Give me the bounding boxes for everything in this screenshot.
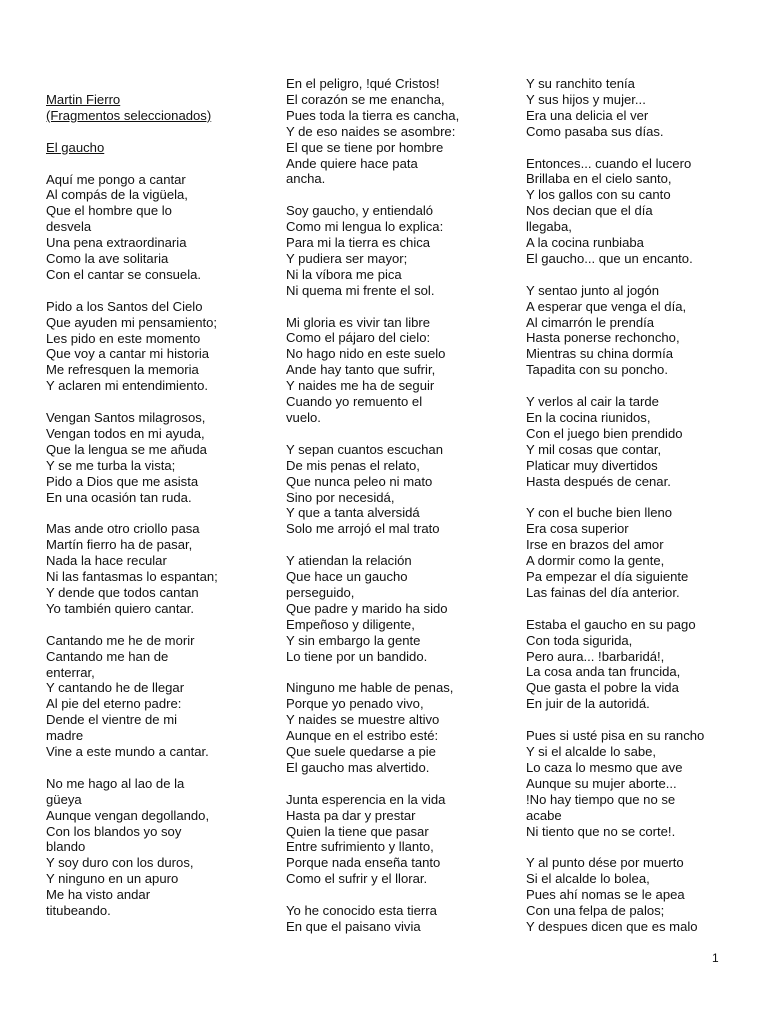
verse-line: Como mi lengua lo explica: <box>286 219 444 235</box>
stanza <box>286 203 511 298</box>
column-1 <box>46 92 266 935</box>
verse-line: madre <box>46 728 84 744</box>
stanza <box>286 553 511 664</box>
verse-line: Lo tiene por un bandido. <box>286 648 428 664</box>
verse-line: Yo también quiero cantar. <box>46 600 195 616</box>
verse-line: Y su ranchito tenía <box>526 76 635 91</box>
verse-line: Entre sufrimiento y llanto, <box>286 839 434 855</box>
verse-line: De mis penas el relato, <box>286 457 420 473</box>
stanza-list <box>46 172 266 920</box>
verse-line: Y sin embargo la gente <box>286 632 421 648</box>
verse-line: Al cimarrón le prendía <box>526 314 655 330</box>
verse-line: A la cocina runbiaba <box>526 235 644 251</box>
verse-line: Entonces... cuando el lucero <box>526 155 692 171</box>
verse-line: Y se me turba la vista; <box>46 457 176 473</box>
verse-line: Con los blandos yo soy <box>46 823 182 839</box>
verse-line: Las fainas del día anterior. <box>526 584 680 600</box>
verse-line: En la cocina riunidos, <box>526 409 651 425</box>
stanza-list <box>526 76 756 935</box>
verse-line: Porque yo penado vivo, <box>286 696 424 712</box>
verse-line: Que gasta el pobre la vida <box>526 680 679 696</box>
stanza <box>286 903 511 935</box>
verse-line: Pues toda la tierra es cancha, <box>286 107 460 123</box>
heading-spacer <box>46 124 266 140</box>
stanza <box>526 76 756 140</box>
verse-line: Lo caza lo mesmo que ave <box>526 759 683 775</box>
verse-line: Vengan todos en mi ayuda, <box>46 425 205 441</box>
stanza <box>526 156 756 267</box>
stanza <box>286 76 511 187</box>
verse-line: Era cosa superior <box>526 521 629 537</box>
verse-line: desvela <box>46 219 92 235</box>
verse-line: Que la lengua se me añuda <box>46 441 207 457</box>
verse-line: En que el paisano vivia <box>286 918 421 934</box>
stanza <box>46 299 266 394</box>
verse-line: Como la ave solitaria <box>46 251 169 267</box>
verse-line: Ninguno me hable de penas, <box>286 680 454 696</box>
verse-line: Mas ande otro criollo pasa <box>46 521 200 537</box>
verse-line: Solo me arrojó el mal trato <box>286 521 440 537</box>
verse-line: Y aclaren mi entendimiento. <box>46 378 209 394</box>
verse-line: No hago nido en este suelo <box>286 346 446 362</box>
verse-line: Y naides se muestre altivo <box>286 712 440 728</box>
verse-line: Que el hombre que lo <box>46 203 172 219</box>
verse-line: Y al punto dése por muerto <box>526 855 684 871</box>
section-title: El gaucho <box>46 139 105 155</box>
verse-line: Y sus hijos y mujer... <box>526 91 646 107</box>
verse-line: Y verlos al cair la tarde <box>526 394 659 410</box>
verse-line: Sino por necesidá, <box>286 489 395 505</box>
verse-line: Tapadita con su poncho. <box>526 362 668 378</box>
stanza <box>526 283 756 378</box>
verse-line: Una pena extraordinaria <box>46 235 187 251</box>
verse-line: blando <box>46 839 86 855</box>
verse-line: En una ocasión tan ruda. <box>46 489 192 505</box>
verse-line: Hasta pa dar y prestar <box>286 807 416 823</box>
verse-line: Brillaba en el cielo santo, <box>526 171 672 187</box>
verse-line: Porque nada enseña tanto <box>286 855 441 871</box>
verse-line: No me hago al lao de la <box>46 775 185 791</box>
verse-line: Les pido en este momento <box>46 330 201 346</box>
column-2 <box>286 76 511 951</box>
verse-line: El gaucho... que un encanto. <box>526 250 693 266</box>
verse-line: Que voy a cantar mi historia <box>46 346 210 362</box>
verse-line: Como el pájaro del cielo: <box>286 330 431 346</box>
verse-line: Yo he conocido esta tierra <box>286 903 437 919</box>
stanza <box>286 442 511 537</box>
stanza-list <box>286 76 511 935</box>
verse-line: Mi gloria es vivir tan libre <box>286 314 431 330</box>
verse-line: Para mi la tierra es chica <box>286 235 431 251</box>
verse-line: El que se tiene por hombre <box>286 139 444 155</box>
verse-line: Con una felpa de palos; <box>526 903 665 919</box>
verse-line: Estaba el gaucho en su pago <box>526 616 696 632</box>
verse-line: Que hace un gaucho <box>286 569 408 585</box>
verse-line: Cantando me han de <box>46 648 169 664</box>
stanza <box>286 792 511 887</box>
verse-line: Y ninguno en un apuro <box>46 871 179 887</box>
column-3 <box>526 76 756 951</box>
stanza <box>46 410 266 505</box>
heading-spacer <box>46 156 266 172</box>
stanza <box>46 172 266 283</box>
verse-line: En el peligro, !qué Cristos! <box>286 76 440 91</box>
verse-line: Aunque en el estribo esté: <box>286 728 439 744</box>
verse-line: Y cantando he de llegar <box>46 680 185 696</box>
verse-line: Era una delicia el ver <box>526 107 649 123</box>
verse-line: Aunque su mujer aborte... <box>526 775 677 791</box>
verse-line: Vengan Santos milagrosos, <box>46 410 206 426</box>
verse-line: Me refresquen la memoria <box>46 362 199 378</box>
verse-line: titubeando. <box>46 903 111 919</box>
verse-line: !No hay tiempo que no se <box>526 791 676 807</box>
verse-line: Aunque vengan degollando, <box>46 807 210 823</box>
verse-line: Pues ahí nomas se le apea <box>526 887 685 903</box>
stanza <box>526 728 756 839</box>
verse-line: Nada la hace recular <box>46 553 167 569</box>
verse-line: Y naides me ha de seguir <box>286 378 435 394</box>
verse-line: Vine a este mundo a cantar. <box>46 744 209 760</box>
verse-line: Con el cantar se consuela. <box>46 266 202 282</box>
verse-line: Aquí me pongo a cantar <box>46 171 186 187</box>
verse-line: güeya <box>46 791 82 807</box>
verse-line: En juir de la autoridá. <box>526 696 650 712</box>
verse-line: Pido a Dios que me asista <box>46 473 199 489</box>
verse-line: El gaucho mas alvertido. <box>286 759 430 775</box>
verse-line: A dormir como la gente, <box>526 553 665 569</box>
verse-line: Con el juego bien prendido <box>526 425 683 441</box>
verse-line: Y con el buche bien lleno <box>526 505 673 521</box>
verse-line: Martín fierro ha de pasar, <box>46 537 193 553</box>
verse-line: Hasta ponerse rechoncho, <box>526 330 680 346</box>
verse-line: acabe <box>526 807 562 823</box>
verse-line: Y sepan cuantos escuchan <box>286 441 443 457</box>
verse-line: Que suele quedarse a pie <box>286 743 436 759</box>
verse-line: Y dende que todos cantan <box>46 585 199 601</box>
verse-line: Ni la víbora me pica <box>286 266 402 282</box>
stanza <box>286 315 511 426</box>
stanza <box>46 521 266 616</box>
verse-line: Y que a tanta alversidá <box>286 505 420 521</box>
verse-line: Nos decian que el día <box>526 203 653 219</box>
stanza <box>286 680 511 775</box>
verse-line: Junta esperencia en la vida <box>286 791 446 807</box>
verse-line: Que ayuden mi pensamiento; <box>46 314 218 330</box>
stanza <box>526 505 756 600</box>
stanza <box>46 633 266 760</box>
verse-line: Y sentao junto al jogón <box>526 282 659 298</box>
verse-line: Y despues dicen que es malo <box>526 918 698 934</box>
verse-line: Que nunca peleo ni mato <box>286 473 433 489</box>
verse-line: Mientras su china dormía <box>526 346 674 362</box>
verse-line: La cosa anda tan fruncida, <box>526 664 681 680</box>
verse-line: Ande hay tanto que sufrir, <box>286 362 436 378</box>
verse-line: Al compás de la vigüela, <box>46 187 188 203</box>
verse-line: Al pie del eterno padre: <box>46 696 182 712</box>
verse-line: Y de eso naides se asombre: <box>286 123 456 139</box>
document-subtitle: (Fragmentos seleccionados) <box>46 107 212 123</box>
verse-line: Si el alcalde lo bolea, <box>526 871 650 887</box>
verse-line: Ni tiento que no se corte!. <box>526 823 676 839</box>
page-number: 1 <box>712 951 719 965</box>
verse-line: Pero aura... !barbaridá!, <box>526 648 665 664</box>
verse-line: Y si el alcalde lo sabe, <box>526 743 657 759</box>
verse-line: Como el sufrir y el llorar. <box>286 871 428 887</box>
verse-line: Platicar muy divertidos <box>526 457 658 473</box>
verse-line: perseguido, <box>286 584 355 600</box>
verse-line: Pido a los Santos del Cielo <box>46 298 203 314</box>
verse-line: Como pasaba sus días. <box>526 123 664 139</box>
stanza <box>526 855 756 935</box>
verse-line: Me ha visto andar <box>46 887 151 903</box>
verse-line: llegaba, <box>526 219 572 235</box>
verse-line: Ande quiere hace pata <box>286 155 418 171</box>
verse-line: Ni quema mi frente el sol. <box>286 282 435 298</box>
verse-line: Y mil cosas que contar, <box>526 441 662 457</box>
verse-line: Con toda sigurida, <box>526 632 633 648</box>
document-title: Martin Fierro <box>46 92 121 107</box>
verse-line: Pa empezar el día siguiente <box>526 569 689 585</box>
verse-line: El corazón se me enancha, <box>286 91 445 107</box>
verse-line: Y pudiera ser mayor; <box>286 250 408 266</box>
verse-line: Cuando yo remuento el <box>286 394 423 410</box>
verse-line: ancha. <box>286 171 326 187</box>
verse-line: vuelo. <box>286 410 321 425</box>
verse-line: Y los gallos con su canto <box>526 187 671 203</box>
verse-line: Y soy duro con los duros, <box>46 855 194 871</box>
verse-line: Quien la tiene que pasar <box>286 823 429 839</box>
verse-line: Irse en brazos del amor <box>526 537 664 553</box>
verse-line: Que padre y marido ha sido <box>286 600 448 616</box>
verse-line: Empeñoso y diligente, <box>286 616 415 632</box>
verse-line: Soy gaucho, y entiendaló <box>286 203 434 219</box>
verse-line: Hasta después de cenar. <box>526 473 671 489</box>
verse-line: A esperar que venga el día, <box>526 298 687 314</box>
verse-line: Ni las fantasmas lo espantan; <box>46 569 218 585</box>
verse-line: enterrar, <box>46 664 95 680</box>
verse-line: Cantando me he de morir <box>46 632 195 648</box>
stanza <box>526 617 756 712</box>
verse-line: Y atiendan la relación <box>286 553 412 569</box>
verse-line: Pues si usté pisa en su rancho <box>526 728 705 744</box>
stanza <box>46 776 266 919</box>
stanza <box>526 394 756 489</box>
verse-line: Dende el vientre de mi <box>46 712 178 728</box>
